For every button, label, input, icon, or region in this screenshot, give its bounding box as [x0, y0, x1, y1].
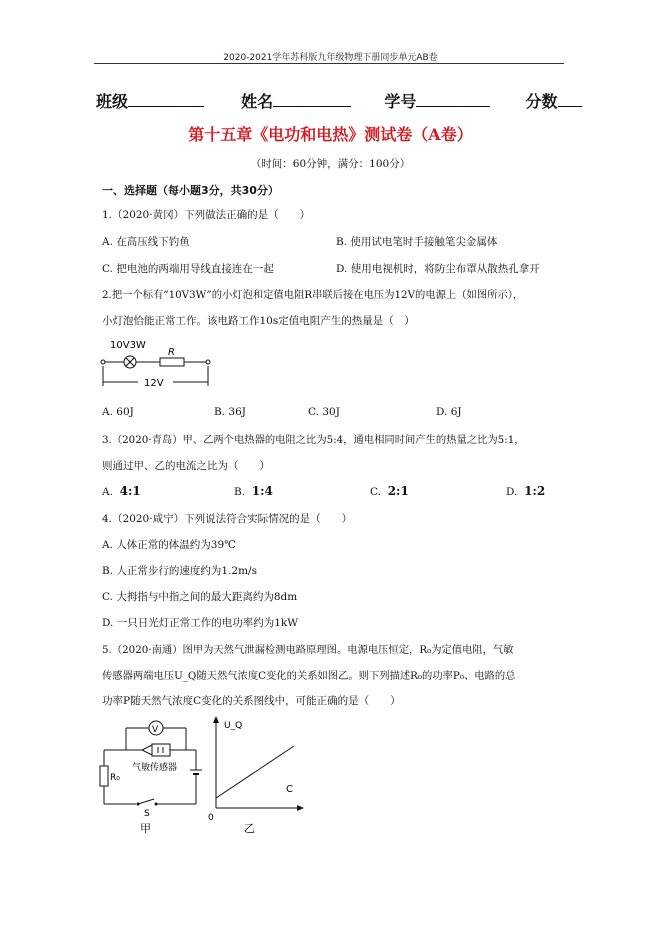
q4-option-a: A. 人体正常的体温约为39℃ — [102, 539, 236, 551]
q1-option-b: B. 使用试电笔时手接触笔尖金属体 — [336, 236, 498, 248]
q1-stem: 1.（2020·黄冈）下列做法正确的是（ ） — [102, 209, 311, 221]
terminal-right — [206, 360, 210, 364]
header-rule — [94, 63, 564, 64]
q1-option-c: C. 把电池的两端用导线直接连在一起 — [102, 263, 274, 275]
q5-graph-yi — [200, 712, 310, 836]
q3-option-b: B. 1:4 — [234, 484, 273, 498]
gas-sensor-icon — [142, 744, 170, 756]
y-axis-arrow — [213, 716, 219, 723]
score-label: 分数 — [525, 92, 558, 111]
x-axis-label: C — [286, 784, 293, 795]
section-heading: 一、选择题（每小题3分，共30分） — [102, 184, 279, 197]
r0-label: R₀ — [110, 773, 120, 783]
resistor-label: R — [168, 347, 175, 358]
terminal-left — [101, 360, 105, 364]
score-blank[interactable] — [558, 92, 582, 107]
q5-stem-line3: 功率P随天然气浓度C变化的关系图线中，可能正确的是（ ） — [102, 695, 401, 707]
q2-option-d: D. 6J — [436, 406, 462, 418]
student-info-fields — [96, 89, 582, 112]
q3-option-a: A. 4:1 — [102, 484, 141, 498]
q4-option-d: D. 一只日光灯正常工作的电功率约为1kW — [102, 617, 299, 629]
id-label: 学号 — [384, 92, 417, 111]
q2-option-a: A. 60J — [102, 406, 134, 418]
name-blank[interactable] — [273, 92, 351, 107]
switch-label: S — [144, 809, 150, 819]
q2-option-b: B. 36J — [214, 406, 246, 418]
q3-option-d: D. 1:2 — [506, 484, 546, 498]
figure-yi-caption: 乙 — [244, 822, 255, 835]
class-label: 班级 — [96, 92, 129, 111]
voltage-label: 12V — [144, 378, 164, 389]
q3-option-c: C. 2:1 — [370, 484, 409, 498]
sensor-label: 气敏传感器 — [132, 763, 178, 773]
q5-stem-line1: 5.（2020·南通）图甲为天然气泄漏检测电路原理图。电源电压恒定，R₀为定值电阻，气敏 — [102, 644, 514, 656]
q4-option-b: B. 人正常步行的速度约为1.2m/s — [102, 565, 257, 577]
running-header: 2020-2021学年苏科版九年级物理下册同步单元AB卷 — [223, 53, 438, 63]
y-axis-label: U_Q — [224, 721, 243, 731]
q5-stem-line2: 传感器两端电压U_Q随天然气浓度C变化的关系如图乙。则下列描述R₀的功率P₀、电路的总 — [102, 670, 516, 682]
resistor-icon — [160, 358, 184, 366]
q3-stem-line2: 则通过甲、乙的电流之比为（ ） — [102, 460, 270, 472]
q2-stem-line1: 2.把一个标有“10V3W”的小灯泡和定值电阻R串联后接在电压为12V的电源上（如图所示）， — [102, 289, 524, 301]
origin-label: 0 — [208, 813, 214, 823]
x-axis-arrow — [297, 805, 304, 811]
q1-option-a: A. 在高压线下钓鱼 — [102, 236, 190, 248]
q2-circuit-figure — [98, 336, 218, 396]
exam-subtitle: （时间：60分钟，满分：100分） — [250, 158, 411, 170]
q5-circuit-figure-jia — [96, 712, 206, 836]
r0-resistor-icon — [100, 766, 108, 786]
id-blank[interactable] — [416, 92, 490, 107]
q4-stem: 4.（2020·咸宁）下列说法符合实际情况的是（ ） — [102, 513, 353, 525]
name-label: 姓名 — [241, 92, 274, 111]
switch-icon — [137, 799, 158, 806]
uq-line — [216, 746, 294, 798]
q4-option-c: C. 大拇指与中指之间的最大距离约为8dm — [102, 591, 298, 603]
q2-stem-line2: 小灯泡恰能正常工作。该电路工作10s定值电阻产生的热量是（ ） — [102, 315, 415, 327]
q1-option-d: D. 使用电视机时，将防尘布罩从散热孔拿开 — [336, 263, 540, 275]
figure-jia-caption: 甲 — [140, 822, 151, 835]
svg-text:V: V — [152, 725, 159, 735]
q3-stem-line1: 3.（2020·青岛）甲、乙两个电热器的电阻之比为5:4，通电相同时间产生的热量之比为5:1， — [102, 434, 525, 446]
page-title: 第十五章《电功和电热》测试卷（A卷） — [188, 125, 473, 144]
class-blank[interactable] — [128, 92, 204, 107]
q2-option-c: C. 30J — [308, 406, 340, 418]
lamp-icon — [124, 356, 136, 368]
lamp-label: 10V3W — [110, 340, 146, 351]
